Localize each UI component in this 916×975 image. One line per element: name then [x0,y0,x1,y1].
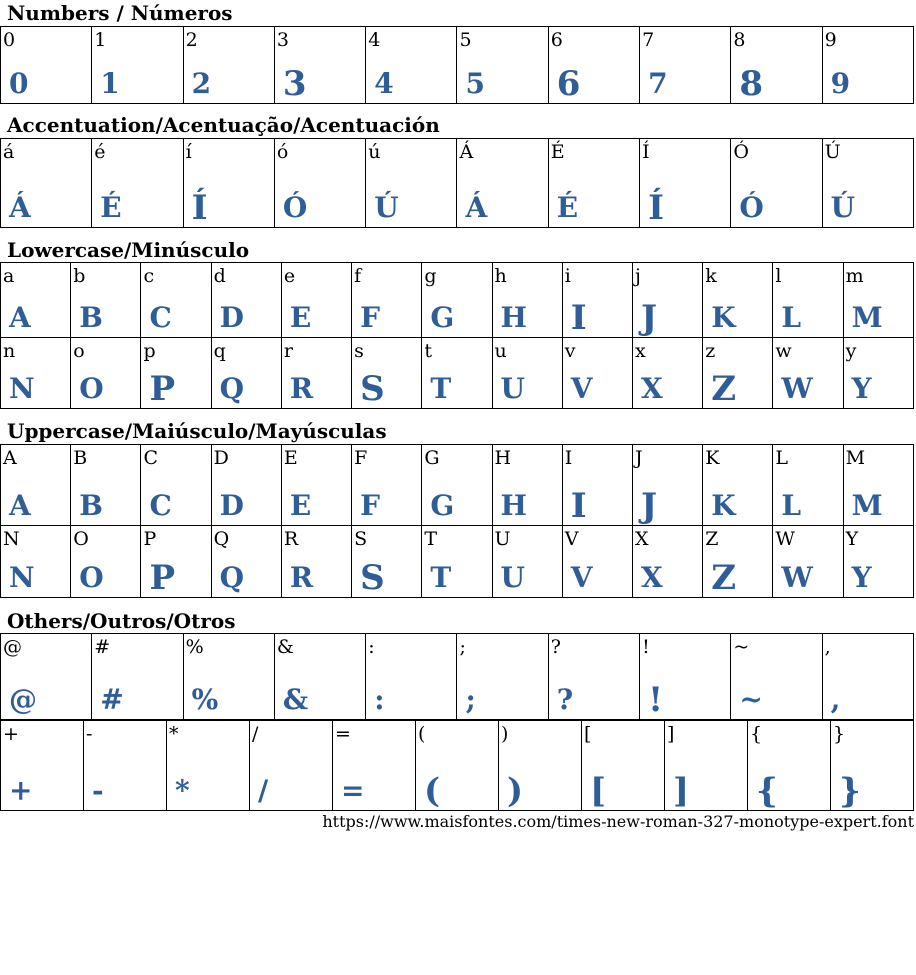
glyph-cell [167,721,250,811]
glyph-cell-label: , [824,636,831,658]
glyph-cell [562,445,632,526]
glyph-cell-sample: C [149,301,172,334]
glyph-cell [352,445,422,526]
glyph-cell [843,263,913,338]
glyph-cell-label: L [775,447,789,469]
glyph-cell-sample: Q [219,372,245,405]
glyph-cell-sample: R [289,561,314,594]
glyph-cell [141,338,211,409]
glyph-cell-label: 8 [733,29,746,51]
glyph-cell-sample: [ [590,771,607,811]
glyph-cell-sample: ; [465,683,476,716]
glyph-cell-sample: W [781,561,813,594]
glyph-cell [640,634,731,720]
glyph-cell-sample: K [711,301,736,334]
glyph-cell-sample: I [570,486,587,526]
glyph-cell-label: t [424,340,432,362]
glyph-cell-label: y [845,340,857,362]
glyph-cell-label: é [94,141,106,163]
glyph-cell [366,634,457,720]
glyph-cell [562,338,632,409]
glyph-cell-sample: U [500,561,525,594]
glyph-cell-label: a [3,265,15,287]
glyph-cell [333,721,416,811]
glyph-cell-label: o [73,340,85,362]
glyph-cell-sample: H [500,489,527,522]
glyph-cell [183,634,274,720]
glyph-cell [352,263,422,338]
glyph-cell [548,634,639,720]
glyph-cell [640,27,731,104]
glyph-cell-label: 0 [3,29,16,51]
glyph-cell-label: @ [3,636,22,658]
glyph-cell [1,526,71,598]
glyph-cell-sample: Í [648,188,664,228]
glyph-cell-sample: I [570,298,587,338]
glyph-cell-label: Q [213,528,230,550]
glyph-cell-sample: Ú [830,191,856,224]
glyph-cell [274,139,365,228]
glyph-cell [274,27,365,104]
glyph-cell [352,338,422,409]
glyph-cell [703,526,773,598]
lowercase-grid [0,262,914,409]
glyph-cell-sample: Ó [282,191,308,224]
glyph-cell-label: 6 [550,29,563,51]
glyph-cell-sample: B [79,489,103,522]
glyph-cell [422,263,492,338]
glyph-cell [1,634,92,720]
others-grid-2 [0,720,914,811]
glyph-cell [281,263,351,338]
glyph-cell-sample: { [756,771,778,811]
glyph-cell [748,721,831,811]
glyph-cell-label: 9 [824,29,837,51]
glyph-cell-label: P [143,528,157,550]
glyph-cell-label: 7 [642,29,655,51]
glyph-cell [422,338,492,409]
glyph-cell-label: c [143,265,155,287]
glyph-cell [141,445,211,526]
glyph-cell-label: Á [459,141,474,163]
glyph-cell-sample: ] [673,771,690,811]
glyph-cell-sample: 2 [191,67,212,100]
glyph-cell [773,526,843,598]
glyph-cell-label: M [845,447,866,469]
glyph-cell [831,721,914,811]
glyph-cell [843,338,913,409]
glyph-cell [703,338,773,409]
glyph-cell-sample: @ [9,683,37,716]
glyph-cell-sample: A [9,301,31,334]
glyph-cell [731,27,822,104]
glyph-cell-label: R [283,528,299,550]
glyph-cell-label: k [705,265,717,287]
glyph-cell-sample: ! [648,680,664,720]
glyph-cell [366,139,457,228]
glyph-cell-sample: G [430,301,455,334]
glyph-cell-label: } [833,723,846,745]
glyph-cell-sample: : [374,683,385,716]
glyph-cell [773,445,843,526]
glyph-cell-sample: Í [191,188,208,228]
glyph-cell-sample: 0 [9,67,29,100]
glyph-cell-label: ] [667,723,675,745]
glyph-cell-label: K [705,447,720,469]
glyph-cell-label: T [424,528,437,550]
glyph-cell-sample: 9 [830,67,851,100]
glyph-cell-label: 1 [94,29,107,51]
glyph-cell-label: V [564,528,579,550]
glyph-cell [84,721,167,811]
glyph-cell [71,445,141,526]
glyph-cell [822,634,913,720]
lowercase-row [1,338,914,409]
glyph-cell-label: J [634,447,643,469]
glyph-cell-label: r [283,340,293,362]
glyph-cell [562,526,632,598]
glyph-cell-label: / [252,723,259,745]
glyph-cell-label: n [3,340,16,362]
glyph-cell-label: ? [550,636,561,658]
numbers-row [1,27,914,104]
glyph-cell-sample: Z [711,369,737,409]
others-row [1,721,914,811]
glyph-cell-label: í [185,141,192,163]
glyph-cell-label: w [775,340,792,362]
glyph-cell-sample: 3 [282,64,307,104]
glyph-cell-sample: 5 [465,67,485,100]
glyph-cell-sample: Y [851,561,872,594]
glyph-cell-sample: O [79,561,104,594]
glyph-cell-sample: D [219,489,244,522]
glyph-cell [1,263,71,338]
glyph-cell [211,526,281,598]
glyph-cell-label: I [564,447,573,469]
glyph-cell-sample: O [79,372,104,405]
glyph-cell-sample: N [9,372,35,405]
glyph-cell-sample: J [640,298,658,338]
glyph-cell [1,721,84,811]
glyph-cell [822,27,913,104]
glyph-cell-label: Ó [733,141,749,163]
glyph-cell-label: % [185,636,204,658]
section-title-lowercase: Lowercase/Minúsculo [7,238,250,262]
glyph-cell-label: ú [368,141,381,163]
glyph-cell [843,526,913,598]
glyph-cell [141,526,211,598]
glyph-cell [665,721,748,811]
glyph-cell-sample: - [92,774,104,807]
glyph-cell-sample: Á [9,191,31,224]
glyph-cell-label: ! [642,636,650,658]
glyph-cell [582,721,665,811]
glyph-cell [281,445,351,526]
glyph-cell [640,139,731,228]
glyph-cell-sample: ) [507,771,524,811]
glyph-cell [92,634,183,720]
glyph-cell-sample: F [360,489,380,522]
glyph-cell-sample: / [258,774,269,807]
glyph-cell-label: N [3,528,20,550]
glyph-cell-label: - [86,723,93,745]
glyph-cell-label: j [634,265,641,287]
glyph-cell [274,634,365,720]
glyph-cell-sample: R [289,372,314,405]
glyph-cell [457,139,548,228]
glyph-cell [422,526,492,598]
glyph-cell [211,445,281,526]
glyph-cell-label: s [354,340,364,362]
glyph-cell [562,263,632,338]
uppercase-row [1,445,914,526]
glyph-cell [71,338,141,409]
glyph-cell [632,526,702,598]
source-url-link[interactable]: https://www.maisfontes.com/times-new-roman-327-monotype-expert.font [322,812,914,831]
glyph-cell-sample: W [781,372,813,405]
glyph-cell-label: z [705,340,716,362]
glyph-cell-sample: P [149,369,176,409]
glyph-cell-label: A [3,447,17,469]
glyph-cell [632,263,702,338]
glyph-cell-label: l [775,265,782,287]
glyph-cell-label: G [424,447,440,469]
glyph-cell-sample: M [851,301,883,334]
glyph-cell-label: O [73,528,89,550]
glyph-cell [71,263,141,338]
glyph-cell-label: x [634,340,646,362]
glyph-cell-label: i [564,265,571,287]
glyph-cell [703,263,773,338]
glyph-cell [822,139,913,228]
glyph-cell-sample: 7 [648,67,668,100]
glyph-cell-sample: 4 [374,67,394,100]
glyph-cell-label: C [143,447,158,469]
glyph-cell-sample: + [9,774,33,807]
section-title-numbers: Numbers / Números [7,1,233,25]
glyph-cell [141,263,211,338]
glyph-cell-label: h [494,265,507,287]
glyph-cell-sample: M [851,489,883,522]
glyph-cell-label: + [3,723,19,745]
glyph-cell-sample: # [100,683,124,716]
glyph-cell-sample: É [100,191,122,224]
glyph-cell-label: W [775,528,795,550]
glyph-cell-label: U [494,528,511,550]
glyph-cell-sample: E [289,301,312,334]
glyph-cell [1,445,71,526]
glyph-cell-label: F [354,447,368,469]
uppercase-row [1,526,914,598]
glyph-cell-label: H [494,447,512,469]
glyph-cell-label: ~ [733,636,750,658]
glyph-cell [183,139,274,228]
glyph-cell [211,263,281,338]
glyph-cell-label: D [213,447,229,469]
glyph-cell [731,634,822,720]
glyph-cell-sample: * [175,774,190,807]
glyph-cell-label: á [3,141,15,163]
section-title-others: Others/Outros/Otros [7,609,236,633]
glyph-cell-label: 5 [459,29,472,51]
glyph-cell-sample: F [360,301,380,334]
glyph-cell [183,27,274,104]
glyph-cell-label: u [494,340,507,362]
glyph-cell-label: * [169,723,179,745]
glyph-cell-sample: C [149,489,172,522]
glyph-cell [773,263,843,338]
glyph-cell [422,445,492,526]
glyph-cell-label: b [73,265,86,287]
glyph-cell-label: v [564,340,576,362]
glyph-cell-label: S [354,528,368,550]
glyph-cell-sample: S [360,369,385,409]
glyph-cell-sample: N [9,561,35,594]
glyph-cell-sample: 1 [100,67,120,100]
glyph-cell-label: ) [501,723,509,745]
glyph-cell [281,338,351,409]
glyph-cell-label: Í [642,141,650,163]
glyph-cell-label: É [550,141,565,163]
glyph-cell-label: { [750,723,763,745]
glyph-cell [492,526,562,598]
glyph-cell [548,27,639,104]
glyph-cell-sample: J [640,486,658,526]
glyph-cell-sample: U [500,372,525,405]
glyph-cell-label: p [143,340,156,362]
glyph-cell-label: = [335,723,351,745]
accents-grid [0,138,914,228]
glyph-cell-sample: T [430,561,452,594]
glyph-cell-label: Z [705,528,719,550]
glyph-cell-label: ( [418,723,426,745]
glyph-cell [457,27,548,104]
glyph-cell-sample: Q [219,561,245,594]
glyph-cell [457,634,548,720]
glyph-cell-sample: E [289,489,312,522]
glyph-cell-label: X [634,528,649,550]
glyph-cell-label: [ [584,723,592,745]
glyph-cell [499,721,582,811]
glyph-cell [843,445,913,526]
glyph-cell-label: # [94,636,111,658]
glyph-cell-sample: 6 [556,64,581,104]
section-title-accents: Accentuation/Acentuação/Acentuación [7,113,440,137]
glyph-cell-sample: V [570,561,593,594]
glyph-cell-label: f [354,265,362,287]
glyph-cell-label: E [283,447,298,469]
glyph-cell [416,721,499,811]
glyph-cell [211,338,281,409]
glyph-cell [548,139,639,228]
glyph-cell-sample: S [360,558,385,598]
glyph-cell-label: : [368,636,375,658]
glyph-cell-sample: L [781,301,802,334]
glyph-cell [492,445,562,526]
glyph-cell-label: m [845,265,864,287]
glyph-cell-label: e [283,265,296,287]
glyph-cell-sample: É [556,191,579,224]
glyph-cell [1,139,92,228]
glyph-cell-sample: L [781,489,802,522]
glyph-cell [250,721,333,811]
glyph-cell [492,338,562,409]
glyph-cell-label: B [73,447,88,469]
accents-row [1,139,914,228]
glyph-cell-label: & [276,636,294,658]
glyph-cell-sample: V [570,372,593,405]
glyph-cell-sample: Ó [739,191,764,224]
glyph-cell-sample: ( [424,771,441,811]
glyph-cell-sample: A [9,489,31,522]
glyph-cell-sample: % [191,683,219,716]
glyph-cell [1,338,71,409]
glyph-cell-sample: H [500,301,527,334]
glyph-cell [281,526,351,598]
glyph-cell-sample: = [341,774,365,807]
glyph-cell [1,27,92,104]
glyph-cell-sample: & [282,683,309,716]
glyph-cell [92,139,183,228]
glyph-cell-label: ; [459,636,466,658]
glyph-cell-label: 3 [276,29,289,51]
glyph-cell-label: 4 [368,29,381,51]
glyph-cell-sample: B [79,301,103,334]
glyph-cell-sample: X [640,561,663,594]
glyph-cell-label: Y [845,528,859,550]
glyph-cell-sample: , [830,683,841,716]
glyph-cell [92,27,183,104]
glyph-cell-sample: } [839,771,861,811]
glyph-cell-label: g [424,265,437,287]
glyph-cell [632,338,702,409]
glyph-cell [773,338,843,409]
glyph-cell [492,263,562,338]
glyph-cell-label: 2 [185,29,198,51]
glyph-cell-label: q [213,340,226,362]
glyph-cell-sample: X [640,372,663,405]
others-grid-1 [0,633,914,720]
glyph-cell-sample: D [219,301,244,334]
glyph-cell-sample: ? [556,683,574,716]
glyph-cell [71,526,141,598]
glyph-cell-sample: Y [851,372,872,405]
glyph-cell-label: ó [276,141,289,163]
glyph-cell-sample: 8 [739,64,764,104]
glyph-cell [632,445,702,526]
glyph-cell-sample: Z [711,558,737,598]
glyph-cell [352,526,422,598]
glyph-cell [731,139,822,228]
glyph-cell-sample: P [149,558,176,598]
glyph-cell-sample: ~ [739,683,763,716]
glyph-cell-sample: K [711,489,736,522]
glyph-cell-label: d [213,265,226,287]
glyph-cell-sample: Ú [374,191,399,224]
section-title-uppercase: Uppercase/Maiúsculo/Mayúsculas [7,419,387,443]
glyph-cell-sample: T [430,372,452,405]
glyph-cell [366,27,457,104]
glyph-cell-label: Ú [824,141,841,163]
uppercase-grid [0,444,914,598]
others-row [1,634,914,720]
glyph-cell-sample: G [430,489,455,522]
lowercase-row [1,263,914,338]
glyph-cell [703,445,773,526]
glyph-cell-sample: Á [465,191,488,224]
numbers-grid [0,26,914,104]
